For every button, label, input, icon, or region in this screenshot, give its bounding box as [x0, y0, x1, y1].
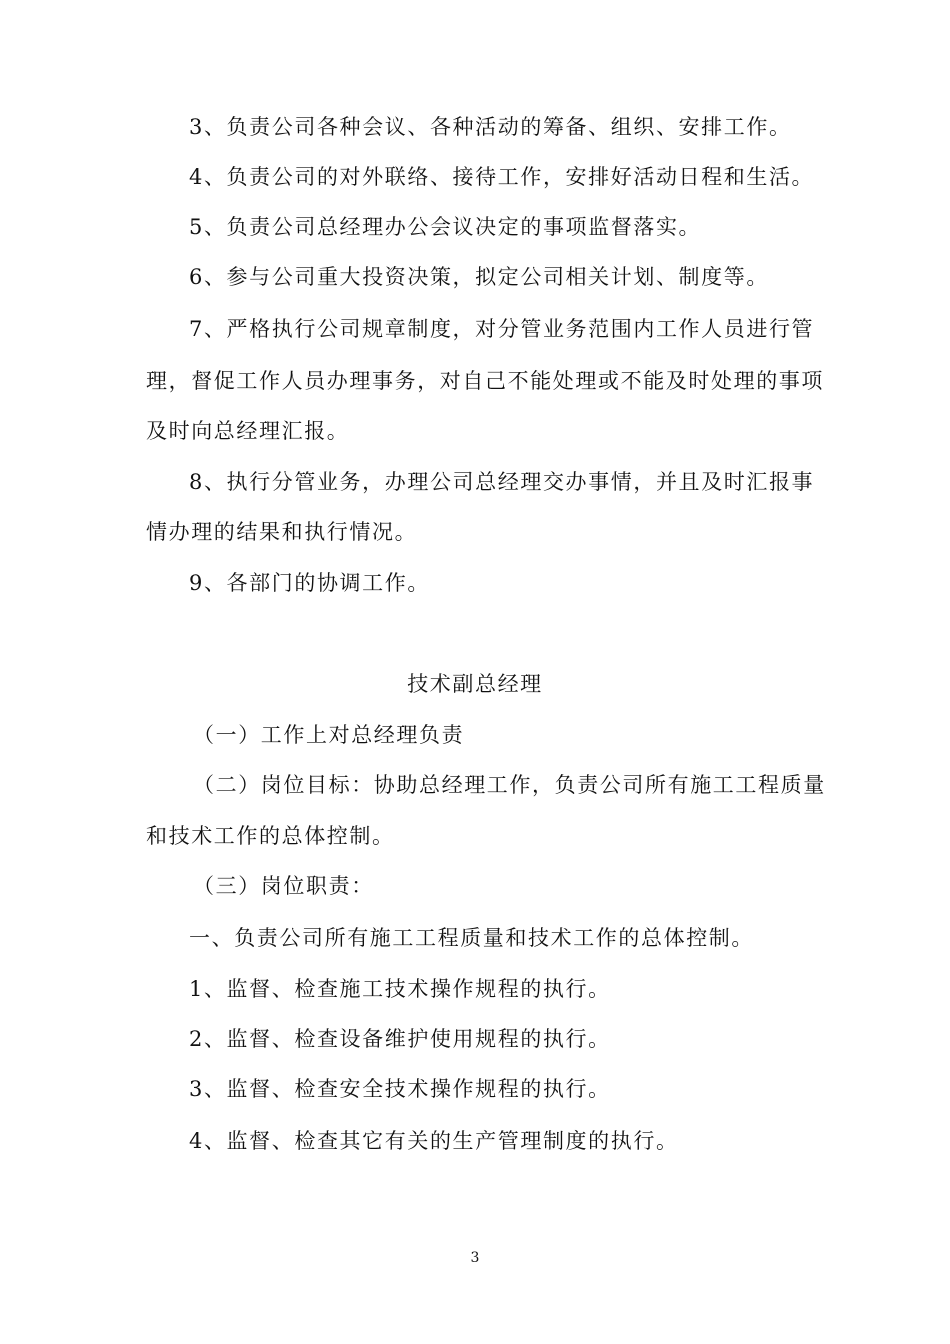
paragraph-line: 和技术工作的总体控制。	[146, 824, 395, 848]
paragraph-line: 9、各部门的协调工作。	[189, 571, 430, 595]
paragraph-line: 一、负责公司所有施工工程质量和技术工作的总体控制。	[189, 926, 754, 950]
paragraph-line: 4、监督、检查其它有关的生产管理制度的执行。	[189, 1129, 679, 1153]
paragraph-line: （二）岗位目标：协助总经理工作，负责公司所有施工工程质量	[193, 773, 826, 797]
paragraph-line: 3、监督、检查安全技术操作规程的执行。	[189, 1077, 611, 1101]
paragraph-line: 情办理的结果和执行情况。	[146, 520, 418, 544]
paragraph-line: 7、严格执行公司规章制度，对分管业务范围内工作人员进行管	[189, 317, 815, 341]
paragraph-line: 2、监督、检查设备维护使用规程的执行。	[189, 1027, 611, 1051]
paragraph-line: 4、负责公司的对外联络、接待工作，安排好活动日程和生活。	[189, 165, 815, 189]
paragraph-line: 6、参与公司重大投资决策，拟定公司相关计划、制度等。	[189, 265, 769, 289]
paragraph-line: 3、负责公司各种会议、各种活动的筹备、组织、安排工作。	[189, 115, 792, 139]
paragraph-line: 及时向总经理汇报。	[146, 419, 350, 443]
paragraph-line: 8、执行分管业务，办理公司总经理交办事情，并且及时汇报事	[189, 470, 815, 494]
paragraph-line: 5、负责公司总经理办公会议决定的事项监督落实。	[189, 215, 702, 239]
paragraph-line: （三）岗位职责：	[193, 874, 374, 898]
section-title: 技术副总经理	[407, 672, 543, 696]
paragraph-line: 理，督促工作人员办理事务，对自己不能处理或不能及时处理的事项	[146, 369, 824, 393]
paragraph-line: （一）工作上对总经理负责	[193, 723, 465, 747]
paragraph-line: 1、监督、检查施工技术操作规程的执行。	[189, 977, 611, 1001]
page-number: 3	[470, 1250, 480, 1266]
